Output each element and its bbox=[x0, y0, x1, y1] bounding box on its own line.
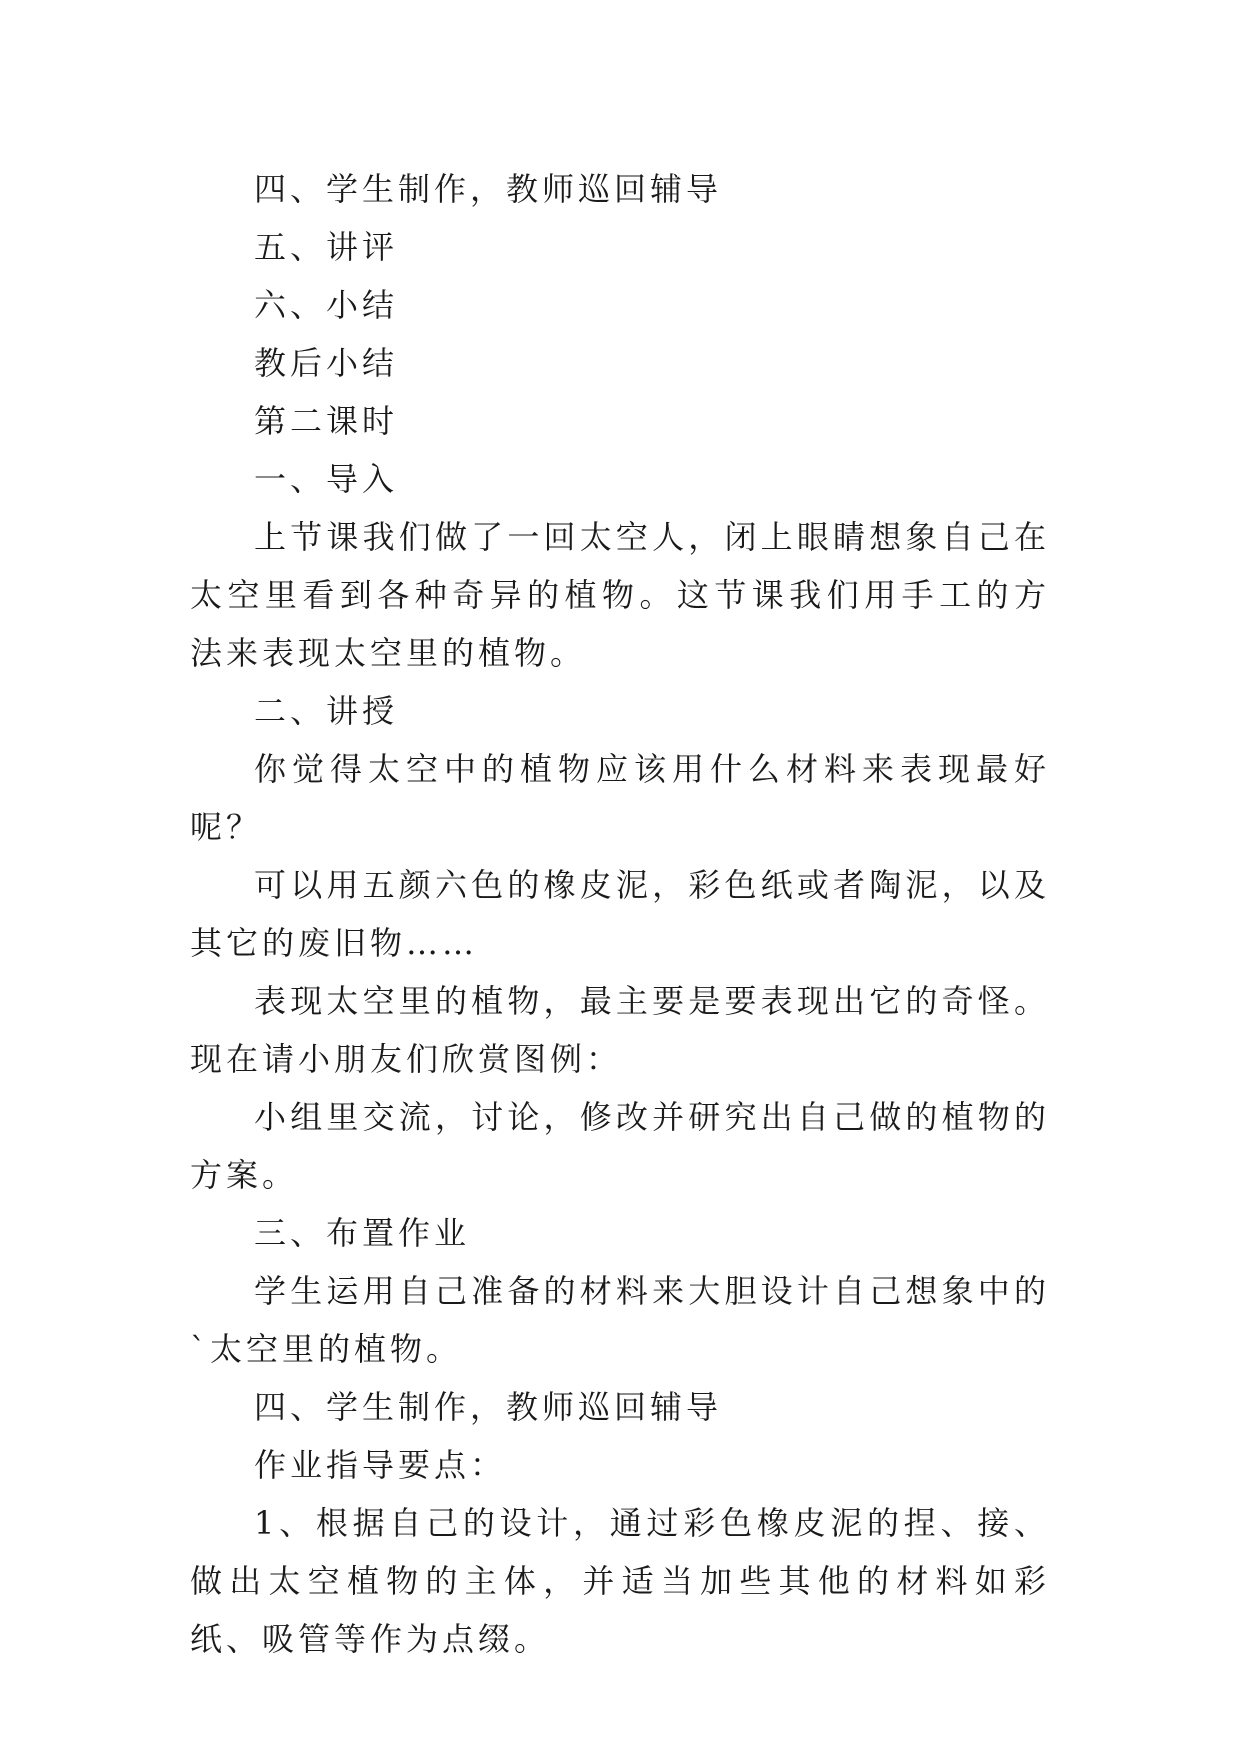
heading-review: 五、讲评 bbox=[254, 228, 399, 266]
heading-second-lesson: 第二课时 bbox=[254, 402, 399, 440]
heading-student-making-2: 四、学生制作，教师巡回辅导 bbox=[254, 1388, 723, 1426]
heading-guidance-points: 作业指导要点： bbox=[254, 1446, 507, 1484]
heading-introduction: 一、导入 bbox=[254, 460, 399, 498]
paragraph-materials: 可以用五颜六色的橡皮泥，彩色纸或者陶泥，以及其它的废旧物…… bbox=[190, 866, 1050, 962]
document-body bbox=[190, 160, 1050, 1668]
paragraph-question: 你觉得太空中的植物应该用什么材料来表现最好呢？ bbox=[190, 750, 1050, 846]
paragraph-group-discussion: 小组里交流，讨论，修改并研究出自己做的植物的方案。 bbox=[190, 1098, 1050, 1194]
heading-summary: 六、小结 bbox=[254, 286, 399, 324]
paragraph-guidance-point-1: 1、根据自己的设计，通过彩色橡皮泥的捏、接、做出太空植物的主体，并适当加些其他的材料如彩纸、吸管等作为点缀。 bbox=[190, 1504, 1050, 1658]
paragraph-appreciation: 表现太空里的植物，最主要是要表现出它的奇怪。现在请小朋友们欣赏图例： bbox=[190, 982, 1050, 1078]
heading-assignment: 三、布置作业 bbox=[254, 1214, 471, 1252]
heading-teaching: 二、讲授 bbox=[254, 692, 399, 730]
paragraph-assignment: 学生运用自己准备的材料来大胆设计自己想象中的`太空里的植物。 bbox=[190, 1272, 1050, 1368]
heading-post-teaching-summary: 教后小结 bbox=[254, 344, 399, 382]
heading-student-making: 四、学生制作，教师巡回辅导 bbox=[254, 170, 723, 208]
paragraph-introduction: 上节课我们做了一回太空人，闭上眼睛想象自己在太空里看到各种奇异的植物。这节课我们用手工的方法来表现太空里的植物。 bbox=[190, 518, 1050, 672]
